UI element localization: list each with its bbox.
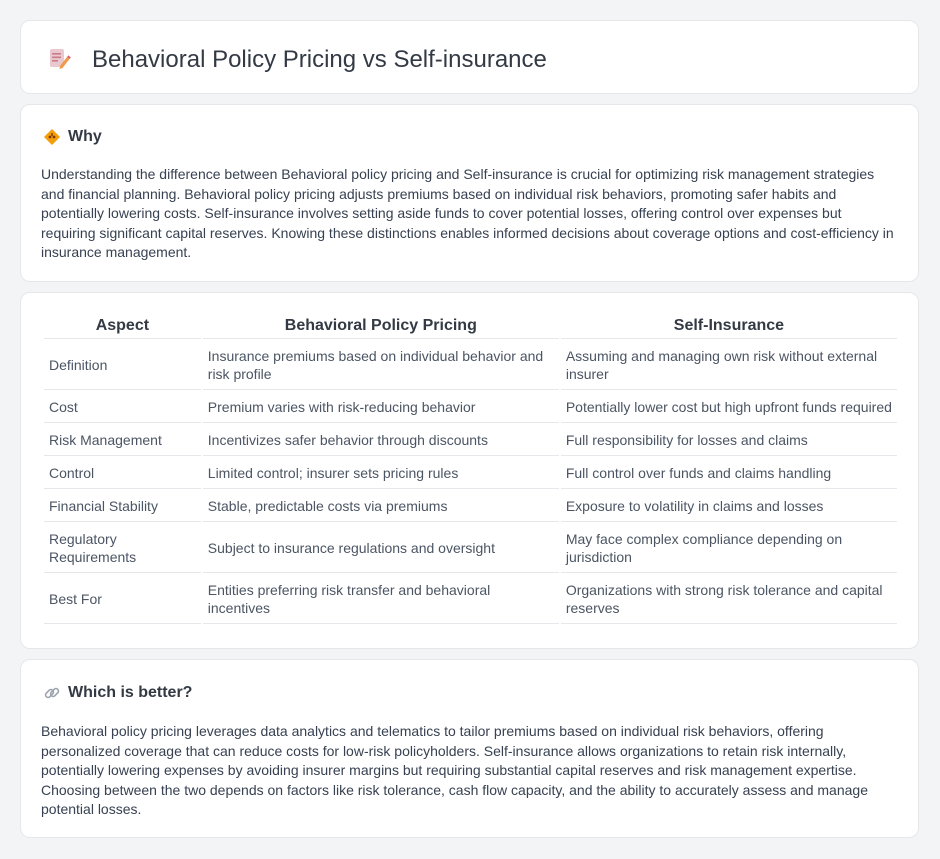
table-cell-aspect: Risk Management	[44, 425, 201, 456]
table-cell-aspect: Definition	[44, 341, 201, 390]
table-cell-self-insurance: Full control over funds and claims handling	[561, 458, 897, 489]
why-section	[20, 104, 919, 282]
table-row	[44, 524, 897, 573]
table-cell-behavioral: Limited control; insurer sets pricing rules	[203, 458, 559, 489]
column-header-behavioral: Behavioral Policy Pricing	[203, 315, 559, 339]
comparison-table	[42, 313, 899, 626]
table-row	[44, 392, 897, 423]
table-cell-self-insurance: Full responsibility for losses and claims	[561, 425, 897, 456]
table-cell-self-insurance: Potentially lower cost but high upfront funds required	[561, 392, 897, 423]
why-text: Understanding the difference between Behavioral policy pricing and Self-insurance is crucial for optimizing risk management strategies and financial planning. Behavioral policy pricing adjusts premiums based on individual risk behaviors, promoting safer habits and potentially lowering costs. Self-insurance involves setting aside funds to cover potential losses, offering control over expenses but requiring significant capital reserves. Knowing these distinctions enables informed decisions about coverage options and cost-efficiency in insurance management.	[41, 166, 894, 261]
table-cell-aspect: Regulatory Requirements	[44, 524, 201, 573]
table-cell-behavioral: Stable, predictable costs via premiums	[203, 491, 559, 522]
table-cell-aspect: Financial Stability	[44, 491, 201, 522]
table-cell-self-insurance: Exposure to volatility in claims and losses	[561, 491, 897, 522]
table-cell-self-insurance: Assuming and managing own risk without external insurer	[561, 341, 897, 390]
why-heading	[43, 126, 102, 148]
which-is-better-section	[20, 659, 919, 838]
page-title: Behavioral Policy Pricing vs Self-insurance	[92, 46, 547, 73]
table-cell-self-insurance: May face complex compliance depending on jurisdiction	[561, 524, 897, 573]
table-cell-aspect: Control	[44, 458, 201, 489]
header-card	[20, 20, 919, 94]
table-row	[44, 341, 897, 390]
table-cell-aspect: Cost	[44, 392, 201, 423]
diamond-warning-icon	[43, 128, 61, 146]
table-row	[44, 491, 897, 522]
better-text: Behavioral policy pricing leverages data analytics and telematics to tailor premiums based on individual risk behaviors, offering personalized coverage that can reduce costs for low-risk policyholders. Self-insurance allows organizations to retain risk internally, potentially lowering expenses by avoiding insurer margins but requiring substantial capital reserves and risk management expertise. Choosing between the two depends on factors like risk tolerance, cash flow capacity, and the ability to accurately assess and manage potential losses.	[41, 723, 868, 818]
document-edit-icon	[46, 46, 72, 72]
column-header-aspect: Aspect	[44, 315, 201, 339]
table-row	[44, 575, 897, 624]
table-row	[44, 425, 897, 456]
better-heading	[43, 682, 192, 704]
table-cell-behavioral: Premium varies with risk-reducing behavior	[203, 392, 559, 423]
comparison-table-card	[20, 292, 919, 649]
why-heading-label: Why	[68, 128, 102, 145]
better-heading-label: Which is better?	[68, 684, 193, 701]
table-header-row	[44, 315, 897, 339]
table-cell-aspect: Best For	[44, 575, 201, 624]
table-cell-behavioral: Insurance premiums based on individual behavior and risk profile	[203, 341, 559, 390]
column-header-self-insurance: Self-Insurance	[561, 315, 897, 339]
table-cell-behavioral: Incentivizes safer behavior through discounts	[203, 425, 559, 456]
link-icon	[43, 684, 61, 702]
table-cell-behavioral: Subject to insurance regulations and oversight	[203, 524, 559, 573]
table-cell-self-insurance: Organizations with strong risk tolerance and capital reserves	[561, 575, 897, 624]
table-cell-behavioral: Entities preferring risk transfer and behavioral incentives	[203, 575, 559, 624]
table-row	[44, 458, 897, 489]
